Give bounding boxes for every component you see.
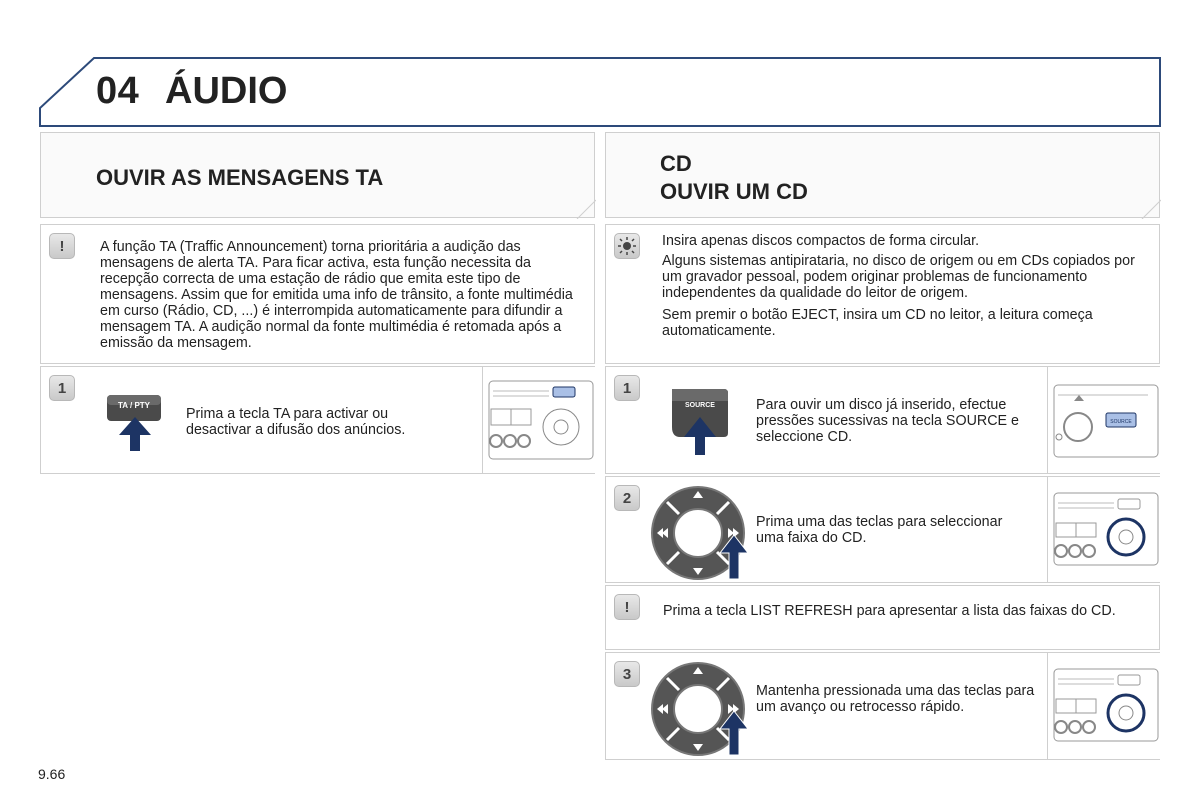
- press-arrow-icon: [718, 709, 750, 757]
- right-step1-text: Para ouvir um disco já inserido, efectue pressões sucessivas na tecla SOURCE e seleccione CD.: [756, 397, 1020, 445]
- radio-thumbnail: [482, 367, 596, 473]
- right-step3-box: [605, 652, 1160, 760]
- right-section-header: [605, 132, 1160, 218]
- tip-paragraph-2: Alguns sistemas antipirataria, no disco de origem ou em CDs copiados por um gravador pessoal, podem originar problemas de funcionamento independentes da qualidade do leitor de origem.: [662, 253, 1135, 301]
- radio-thumbnail: [1047, 477, 1161, 582]
- thumb-source-label: SOURCE: [1110, 419, 1132, 425]
- press-arrow-icon: [115, 413, 155, 453]
- left-note-text: A função TA (Traffic Announcement) torna prioritária a audição das mensagens de alerta TA. Para ficar activa, esta função necessita da recepção correcta de uma estação de rádio que emita este tipo de mensagens. Assim que for emitida uma info de trânsito, a fonte multimédia em curso (Rádio, CD, ...) é interrompida automaticamente para difundir a mensagem TA. A audição normal da fonte multimédia é retomada após a emissão da mensagem.: [100, 239, 573, 351]
- warning-icon: !: [614, 594, 640, 620]
- right-section-title-line1: CD: [660, 151, 692, 176]
- chapter-number: 04: [96, 70, 140, 112]
- warning-icon: !: [49, 233, 75, 259]
- source-key-illustration: [668, 387, 732, 457]
- left-step1-box: [40, 366, 595, 474]
- ta-pty-key-label: TA / PTY: [118, 401, 150, 410]
- source-key-label: SOURCE: [685, 402, 715, 409]
- step-number-badge: 1: [49, 375, 75, 401]
- chapter-title: ÁUDIO: [165, 70, 288, 112]
- tip-paragraph-1: Insira apenas discos compactos de forma circular.: [662, 233, 980, 249]
- ta-pty-key-illustration: [105, 393, 165, 451]
- tip-paragraph-3: Sem premir o botão EJECT, insira um CD no leitor, a leitura começa automaticamente.: [662, 307, 1093, 339]
- right-step2-box: [605, 476, 1160, 583]
- tip-lightbulb-icon: [614, 233, 640, 259]
- step-number-badge: 1: [614, 375, 640, 401]
- left-step1-text: Prima a tecla TA para activar ou desactivar a difusão dos anúncios.: [186, 406, 406, 438]
- page-number: 9.66: [38, 766, 66, 782]
- right-step1-box: [605, 366, 1160, 474]
- navigation-dial-illustration: [650, 659, 750, 764]
- step-number-badge: 2: [614, 485, 640, 511]
- press-arrow-icon: [680, 415, 720, 457]
- press-arrow-icon: [718, 533, 750, 581]
- right-section-title-line2: OUVIR UM CD: [660, 179, 808, 204]
- left-section-header: [40, 132, 595, 218]
- right-note-box: [605, 585, 1160, 650]
- radio-thumbnail: [1047, 653, 1161, 759]
- step-number-badge: 3: [614, 661, 640, 687]
- left-section-title: OUVIR AS MENSAGENS TA: [96, 165, 384, 190]
- right-note-text: Prima a tecla LIST REFRESH para apresentar a lista das faixas do CD.: [663, 603, 1116, 619]
- right-tip-box: [605, 224, 1160, 364]
- right-step2-text: Prima uma das teclas para seleccionar uma faixa do CD.: [756, 514, 1003, 546]
- radio-thumbnail: [1047, 367, 1161, 473]
- left-note-box: [40, 224, 595, 364]
- navigation-dial-illustration: [650, 483, 750, 588]
- right-step3-text: Mantenha pressionada uma das teclas para um avanço ou retrocesso rápido.: [756, 683, 1035, 715]
